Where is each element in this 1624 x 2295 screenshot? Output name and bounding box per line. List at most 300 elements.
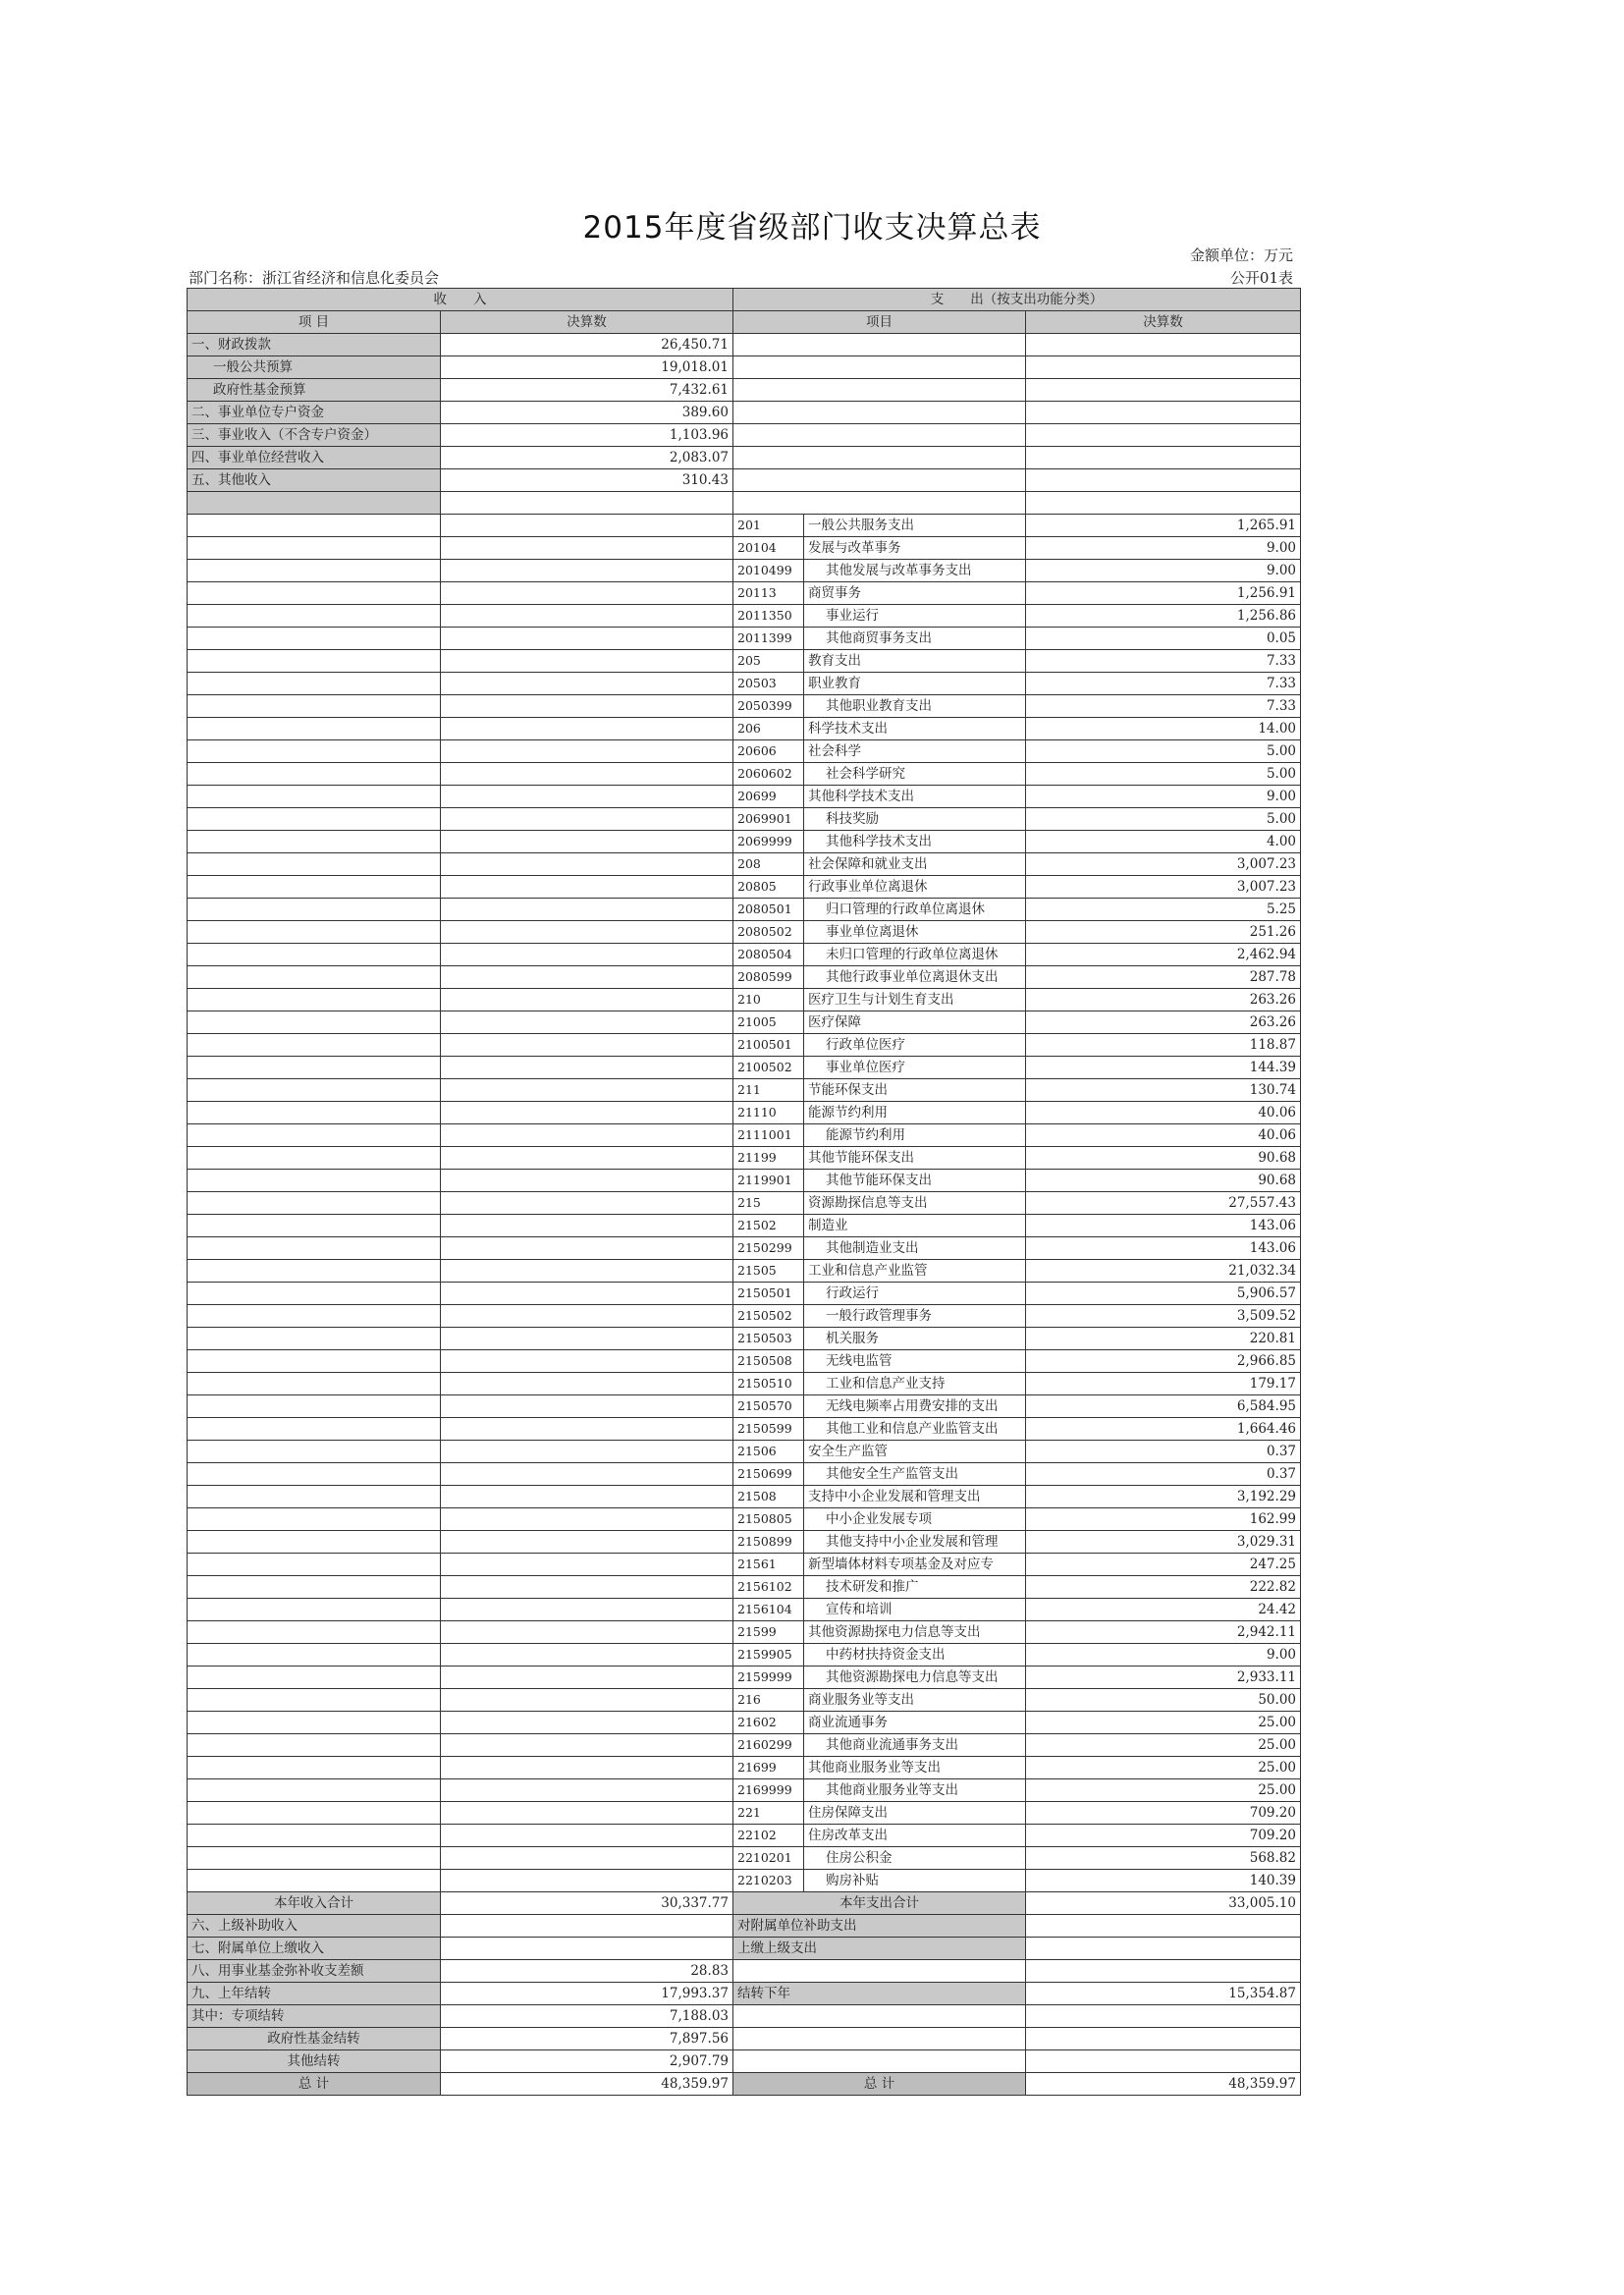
expense-value: 50.00: [1026, 1689, 1301, 1712]
expense-value: 709.20: [1026, 1802, 1301, 1825]
expense-empty-cell: [733, 492, 1026, 515]
table-row: [188, 1870, 1301, 1892]
expense-value: 25.00: [1026, 1779, 1301, 1802]
table-row: [188, 1124, 1301, 1147]
expense-code: 22102: [733, 1825, 804, 1847]
table-row: [188, 1215, 1301, 1237]
expense-value: 90.68: [1026, 1170, 1301, 1192]
expense-name: 其他商业服务业等支出: [804, 1779, 1026, 1802]
expense-name: 其他行政事业单位离退休支出: [804, 966, 1026, 989]
expense-code: 21561: [733, 1554, 804, 1576]
expense-value: 7.33: [1026, 695, 1301, 718]
expense-code: 2150502: [733, 1305, 804, 1328]
expense-code: 206: [733, 718, 804, 740]
expense-value: 247.25: [1026, 1554, 1301, 1576]
expense-name: 无线电监管: [804, 1350, 1026, 1373]
expense-name: 其他资源勘探电力信息等支出: [804, 1667, 1026, 1689]
income-empty-value: [441, 673, 733, 695]
expense-value: 222.82: [1026, 1576, 1301, 1599]
expense-code: 2069999: [733, 831, 804, 853]
table-row: [188, 786, 1301, 808]
income-empty-cell: [188, 1757, 441, 1779]
expense-code: 211: [733, 1079, 804, 1102]
expense-name: 能源节约利用: [804, 1102, 1026, 1124]
income-empty-value: [441, 537, 733, 560]
expense-name: 中药材扶持资金支出: [804, 1644, 1026, 1667]
table-row: [188, 1757, 1301, 1779]
income-empty-value: [441, 1124, 733, 1147]
income-empty-value: [441, 1508, 733, 1531]
income-empty-cell: [188, 628, 441, 650]
table-row: [188, 1486, 1301, 1508]
income-empty-value: [441, 1644, 733, 1667]
income-item-name: 政府性基金预算: [188, 379, 441, 402]
income-empty-value: [441, 1441, 733, 1463]
income-empty-value: [441, 740, 733, 763]
expense-name: 住房改革支出: [804, 1825, 1026, 1847]
expense-value: 24.42: [1026, 1599, 1301, 1621]
expense-code: 21599: [733, 1621, 804, 1644]
table-row: [188, 1667, 1301, 1689]
expense-code: 2150805: [733, 1508, 804, 1531]
expense-name: 其他制造业支出: [804, 1237, 1026, 1260]
expense-value: 709.20: [1026, 1825, 1301, 1847]
expense-item-header: 项目: [733, 311, 1026, 334]
form-number: 公开01表: [1229, 269, 1293, 287]
income-empty-value: [441, 1418, 733, 1441]
expense-code: 21502: [733, 1215, 804, 1237]
table-row: [188, 1802, 1301, 1825]
expense-value: 118.87: [1026, 1034, 1301, 1057]
expense-code: 21506: [733, 1441, 804, 1463]
expense-value: 25.00: [1026, 1734, 1301, 1757]
table-row: [188, 469, 1301, 492]
table-row: [188, 673, 1301, 695]
expense-value: 7.33: [1026, 673, 1301, 695]
income-item-name: 三、事业收入（不含专户资金）: [188, 424, 441, 447]
table-row: [188, 1554, 1301, 1576]
expense-value: 1,265.91: [1026, 515, 1301, 537]
table-row: [188, 424, 1301, 447]
income-empty-cell: [188, 1237, 441, 1260]
expense-name: 能源节约利用: [804, 1124, 1026, 1147]
expense-code: 2080504: [733, 944, 804, 966]
income-empty-value: [441, 1170, 733, 1192]
income-empty-value: [441, 853, 733, 876]
unit-label: 金额单位：万元: [1189, 246, 1293, 264]
income-empty-cell: [188, 1057, 441, 1079]
expense-value: 140.39: [1026, 1870, 1301, 1892]
paid-to-superior-value: [1026, 1938, 1301, 1960]
expense-name: 其他商业流通事务支出: [804, 1734, 1026, 1757]
income-empty-value: [441, 1531, 733, 1554]
table-row: [188, 379, 1301, 402]
table-row: [188, 1441, 1301, 1463]
income-empty-value: [441, 1621, 733, 1644]
expense-name: 职业教育: [804, 673, 1026, 695]
income-empty-cell: [188, 1599, 441, 1621]
expense-value: 130.74: [1026, 1079, 1301, 1102]
expense-code: 2150501: [733, 1283, 804, 1305]
income-empty-value: [441, 1554, 733, 1576]
income-empty-cell: [188, 1734, 441, 1757]
expense-code: 2210201: [733, 1847, 804, 1870]
budget-table: [187, 288, 1301, 2096]
table-row: [188, 740, 1301, 763]
expense-code: 2156102: [733, 1576, 804, 1599]
expense-code: 2150899: [733, 1531, 804, 1554]
affiliated-income-label: 七、附属单位上缴收入: [188, 1938, 441, 1960]
income-item-name: 一、财政拨款: [188, 334, 441, 356]
expense-code: 208: [733, 853, 804, 876]
expense-code: 2150508: [733, 1350, 804, 1373]
expense-empty-value: [1026, 356, 1301, 379]
expense-value: 2,933.11: [1026, 1667, 1301, 1689]
expense-total-value: 33,005.10: [1026, 1892, 1301, 1915]
expense-name: 无线电频率占用费安排的支出: [804, 1395, 1026, 1418]
expense-name: 其他发展与改革事务支出: [804, 560, 1026, 582]
expense-name: 住房公积金: [804, 1847, 1026, 1870]
income-empty-cell: [188, 1463, 441, 1486]
income-empty-cell: [188, 1373, 441, 1395]
expense-value: 40.06: [1026, 1124, 1301, 1147]
table-row: [188, 989, 1301, 1011]
table-row: [188, 1305, 1301, 1328]
income-empty-cell: [188, 718, 441, 740]
expense-value: 2,942.11: [1026, 1621, 1301, 1644]
table-row: [188, 1825, 1301, 1847]
expense-name: 商贸事务: [804, 582, 1026, 605]
income-empty-cell: [188, 966, 441, 989]
income-item-name: 五、其他收入: [188, 469, 441, 492]
income-empty-cell: [188, 899, 441, 921]
grand-total-label-expense: 总 计: [733, 2073, 1026, 2096]
expense-name: 科学技术支出: [804, 718, 1026, 740]
income-empty-cell: [188, 808, 441, 831]
income-empty-value: [441, 1463, 733, 1486]
expense-value: 21,032.34: [1026, 1260, 1301, 1283]
expense-name: 归口管理的行政单位离退休: [804, 899, 1026, 921]
income-empty-cell: [188, 650, 441, 673]
expense-name: 工业和信息产业支持: [804, 1373, 1026, 1395]
expense-code: 2210203: [733, 1870, 804, 1892]
income-empty-cell: [188, 1847, 441, 1870]
income-empty-cell: [188, 1554, 441, 1576]
expense-name: 其他科学技术支出: [804, 831, 1026, 853]
income-empty-value: [441, 1102, 733, 1124]
table-row: [188, 1418, 1301, 1441]
income-empty-value: [441, 1734, 733, 1757]
expense-value: 6,584.95: [1026, 1395, 1301, 1418]
expense-name: 其他商业服务业等支出: [804, 1757, 1026, 1779]
expense-name: 医疗卫生与计划生育支出: [804, 989, 1026, 1011]
table-row: [188, 1463, 1301, 1486]
expense-name: 其他安全生产监管支出: [804, 1463, 1026, 1486]
table-row: [188, 966, 1301, 989]
income-empty-value: [441, 763, 733, 786]
income-empty-cell: [188, 1011, 441, 1034]
income-empty-value: [441, 1192, 733, 1215]
table-row: [188, 1373, 1301, 1395]
income-empty-value: [441, 899, 733, 921]
income-item-value: 26,450.71: [441, 334, 733, 356]
expense-value: 3,029.31: [1026, 1531, 1301, 1554]
expense-code: 2011350: [733, 605, 804, 628]
expense-code: 2150570: [733, 1395, 804, 1418]
expense-value: 2,966.85: [1026, 1350, 1301, 1373]
expense-name: 行政运行: [804, 1283, 1026, 1305]
income-empty-cell: [188, 1644, 441, 1667]
income-empty-cell: [188, 605, 441, 628]
expense-value: 14.00: [1026, 718, 1301, 740]
expense-value: 2,462.94: [1026, 944, 1301, 966]
expense-name: 其他支持中小企业发展和管理: [804, 1531, 1026, 1554]
income-empty-cell: [188, 1260, 441, 1283]
expense-value: 1,256.86: [1026, 605, 1301, 628]
income-empty-cell: [188, 1802, 441, 1825]
income-empty-value: [441, 1034, 733, 1057]
income-empty-value: [441, 650, 733, 673]
other-carry-label: 其他结转: [188, 2050, 441, 2073]
expense-value: 179.17: [1026, 1373, 1301, 1395]
expense-code: 221: [733, 1802, 804, 1825]
income-empty-value: [441, 1847, 733, 1870]
expense-value: 4.00: [1026, 831, 1301, 853]
income-empty-cell: [188, 876, 441, 899]
expense-header: 支 出（按支出功能分类）: [733, 289, 1301, 311]
expense-code: 205: [733, 650, 804, 673]
income-empty-cell: [188, 921, 441, 944]
expense-code: 2119901: [733, 1170, 804, 1192]
income-header: 收 入: [188, 289, 733, 311]
expense-name: 其他商贸事务支出: [804, 628, 1026, 650]
expense-code: 2080501: [733, 899, 804, 921]
income-empty-cell: [188, 1508, 441, 1531]
superior-subsidy-label: 六、上级补助收入: [188, 1915, 441, 1938]
expense-code: 20104: [733, 537, 804, 560]
table-row: [188, 402, 1301, 424]
table-row: [188, 1915, 1301, 1938]
income-empty-cell: [188, 1170, 441, 1192]
expense-value: 1,256.91: [1026, 582, 1301, 605]
table-row: [188, 334, 1301, 356]
table-row: [188, 1057, 1301, 1079]
expense-code: 20503: [733, 673, 804, 695]
expense-value: 9.00: [1026, 537, 1301, 560]
income-empty-value: [441, 1712, 733, 1734]
table-row: [188, 1689, 1301, 1712]
expense-empty-value: [1026, 402, 1301, 424]
expense-empty-cell: [733, 379, 1026, 402]
income-empty-cell: [188, 1689, 441, 1712]
grand-total-income: 48,359.97: [441, 2073, 733, 2096]
page-title: 2015年度省级部门收支决算总表: [582, 210, 1042, 246]
table-row: [188, 1960, 1301, 1983]
expense-code: 21199: [733, 1147, 804, 1170]
table-row: [188, 1102, 1301, 1124]
income-item-value: 389.60: [441, 402, 733, 424]
income-empty-cell: [188, 695, 441, 718]
income-empty-cell: [188, 560, 441, 582]
expense-name: 其他节能环保支出: [804, 1170, 1026, 1192]
table-row: [188, 2073, 1301, 2096]
income-empty-cell: [188, 1712, 441, 1734]
table-row: [188, 899, 1301, 921]
income-empty-cell: [188, 763, 441, 786]
grand-total-expense: 48,359.97: [1026, 2073, 1301, 2096]
expense-value: 9.00: [1026, 1644, 1301, 1667]
income-empty-value: [441, 831, 733, 853]
table-row: [188, 1328, 1301, 1350]
income-empty-cell: [188, 853, 441, 876]
income-empty-cell: [188, 1350, 441, 1373]
income-empty-cell: [188, 1825, 441, 1847]
expense-name: 社会科学研究: [804, 763, 1026, 786]
table-row: [188, 1938, 1301, 1960]
table-row: [188, 1712, 1301, 1734]
table-row: [188, 537, 1301, 560]
expense-name: 其他资源勘探电力信息等支出: [804, 1621, 1026, 1644]
income-empty-value: [441, 695, 733, 718]
expense-value: 5.25: [1026, 899, 1301, 921]
expense-name: 支持中小企业发展和管理支出: [804, 1486, 1026, 1508]
income-empty-value: [441, 966, 733, 989]
expense-code: 2169999: [733, 1779, 804, 1802]
income-empty-value: [441, 786, 733, 808]
table-row: [188, 1147, 1301, 1170]
table-row: [188, 628, 1301, 650]
expense-name: 技术研发和推广: [804, 1576, 1026, 1599]
expense-code: 2160299: [733, 1734, 804, 1757]
expense-code: 20606: [733, 740, 804, 763]
income-empty-cell: [188, 673, 441, 695]
table-row: [188, 1531, 1301, 1554]
table-row: [188, 1892, 1301, 1915]
income-item-value: 1,103.96: [441, 424, 733, 447]
income-empty-cell: [188, 537, 441, 560]
income-empty-cell: [188, 582, 441, 605]
table-row: [188, 515, 1301, 537]
expense-code: 215: [733, 1192, 804, 1215]
income-empty-value: [441, 560, 733, 582]
income-empty-cell: [188, 944, 441, 966]
income-total-value: 30,337.77: [441, 1892, 733, 1915]
expense-name: 教育支出: [804, 650, 1026, 673]
expense-value: 287.78: [1026, 966, 1301, 989]
expense-value: 5.00: [1026, 763, 1301, 786]
expense-code: 2011399: [733, 628, 804, 650]
expense-code: 2150510: [733, 1373, 804, 1395]
expense-value: 5.00: [1026, 740, 1301, 763]
table-row: [188, 921, 1301, 944]
income-item-name: 一般公共预算: [188, 356, 441, 379]
table-row: [188, 447, 1301, 469]
table-row: [188, 605, 1301, 628]
table-row: [188, 1192, 1301, 1215]
table-row: [188, 1079, 1301, 1102]
expense-value: 25.00: [1026, 1757, 1301, 1779]
income-empty-cell: [188, 1576, 441, 1599]
income-empty-cell: [188, 989, 441, 1011]
expense-code: 2159905: [733, 1644, 804, 1667]
table-row: [188, 2028, 1301, 2050]
expense-name: 其他工业和信息产业监管支出: [804, 1418, 1026, 1441]
expense-value: 0.37: [1026, 1441, 1301, 1463]
table-row: [188, 1576, 1301, 1599]
expense-value: 25.00: [1026, 1712, 1301, 1734]
table-row: [188, 650, 1301, 673]
table-row: [188, 944, 1301, 966]
grand-total-label: 总 计: [188, 2073, 441, 2096]
table-row: [188, 1283, 1301, 1305]
income-item-name: 四、事业单位经营收入: [188, 447, 441, 469]
income-empty-value: [441, 1802, 733, 1825]
income-empty-cell: [188, 1418, 441, 1441]
expense-name: 购房补贴: [804, 1870, 1026, 1892]
expense-value: 90.68: [1026, 1147, 1301, 1170]
expense-empty-value: [1026, 424, 1301, 447]
expense-code: 2150699: [733, 1463, 804, 1486]
table-row: [188, 1599, 1301, 1621]
last-year-label: 九、上年结转: [188, 1983, 441, 2005]
expense-code: 21699: [733, 1757, 804, 1779]
income-empty-value: [441, 1350, 733, 1373]
income-item-value: 310.43: [441, 469, 733, 492]
expense-value: 143.06: [1026, 1237, 1301, 1260]
expense-value: 251.26: [1026, 921, 1301, 944]
income-empty-cell: [188, 1215, 441, 1237]
table-row: [188, 1508, 1301, 1531]
expense-name: 资源勘探信息等支出: [804, 1192, 1026, 1215]
table-row: [188, 695, 1301, 718]
table-body: [188, 334, 1301, 1892]
table-row: [188, 492, 1301, 515]
income-empty-value: [441, 1757, 733, 1779]
income-empty-cell: [188, 1328, 441, 1350]
expense-empty-value: [1026, 379, 1301, 402]
table-row: [188, 1260, 1301, 1283]
expense-name: 中小企业发展专项: [804, 1508, 1026, 1531]
income-empty-value: [441, 1667, 733, 1689]
expense-value: 3,509.52: [1026, 1305, 1301, 1328]
expense-name: 社会科学: [804, 740, 1026, 763]
expense-name: 工业和信息产业监管: [804, 1260, 1026, 1283]
paid-to-superior-label: 上缴上级支出: [733, 1938, 1026, 1960]
expense-name: 事业运行: [804, 605, 1026, 628]
income-empty-value: [441, 1576, 733, 1599]
expense-value: 0.37: [1026, 1463, 1301, 1486]
expense-code: 2159999: [733, 1667, 804, 1689]
income-item-value: 2,083.07: [441, 447, 733, 469]
expense-name: 其他职业教育支出: [804, 695, 1026, 718]
income-empty-cell: [188, 1870, 441, 1892]
fund-carry-value: 7,897.56: [441, 2028, 733, 2050]
income-empty-cell: [188, 1486, 441, 1508]
income-empty-cell: [188, 1305, 441, 1328]
income-blank-cell: [188, 492, 441, 515]
table-row: [188, 560, 1301, 582]
table-row: [188, 1779, 1301, 1802]
expense-name: 社会保障和就业支出: [804, 853, 1026, 876]
income-empty-value: [441, 628, 733, 650]
income-amount-header: 决算数: [441, 311, 733, 334]
income-empty-cell: [188, 786, 441, 808]
expense-value: 0.05: [1026, 628, 1301, 650]
income-empty-value: [441, 989, 733, 1011]
carry-forward-value: 15,354.87: [1026, 1983, 1301, 2005]
income-empty-cell: [188, 1667, 441, 1689]
expense-name: 机关服务: [804, 1328, 1026, 1350]
